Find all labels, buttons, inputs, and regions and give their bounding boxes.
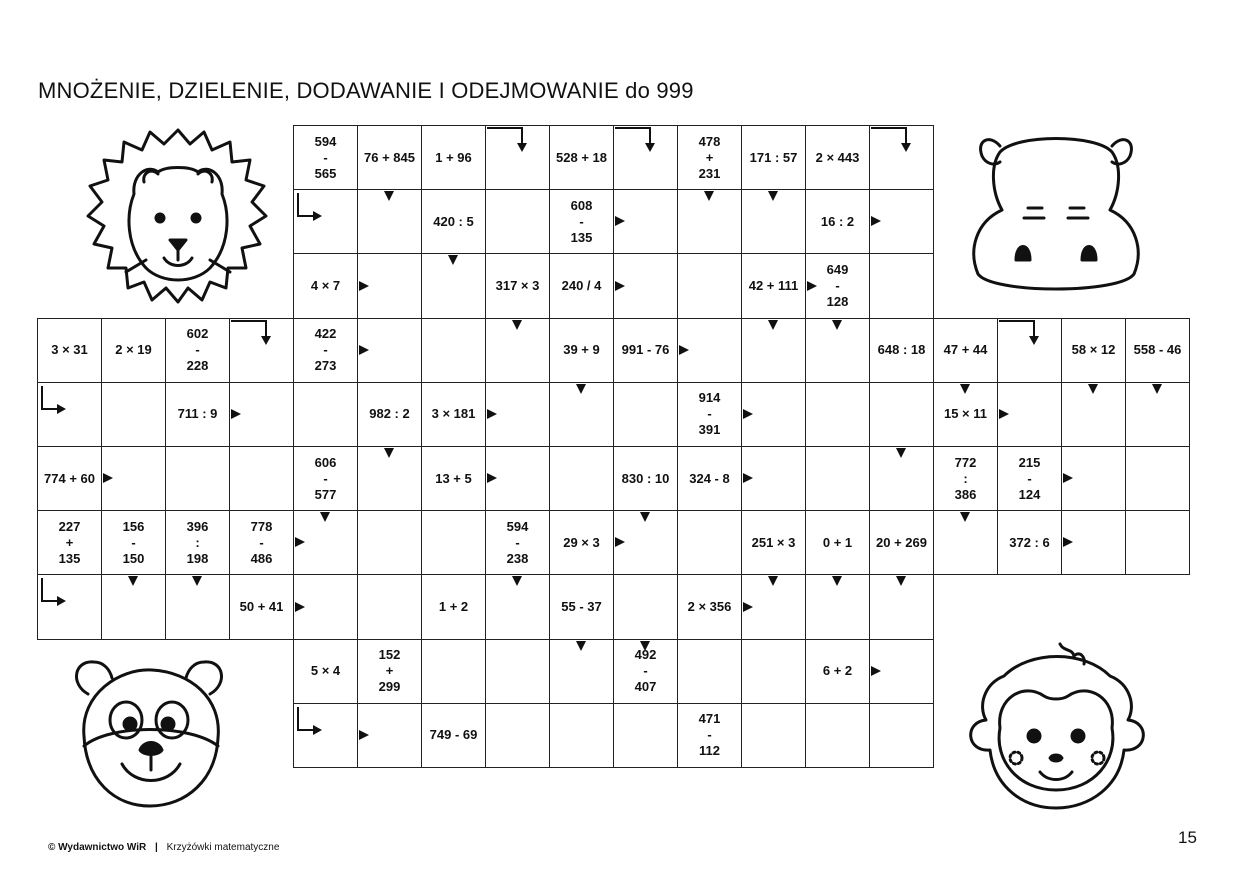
answer-cell[interactable] bbox=[229, 318, 294, 383]
clue-part: 778 bbox=[250, 518, 273, 534]
answer-cell[interactable] bbox=[357, 318, 422, 383]
answer-cell[interactable] bbox=[549, 703, 614, 768]
clue-part: 238 bbox=[506, 550, 529, 566]
clue-cell: 171 : 57 bbox=[741, 125, 806, 190]
clue-part: 156 bbox=[122, 518, 145, 534]
answer-cell[interactable] bbox=[357, 189, 422, 254]
clue-cell: 558 - 46 bbox=[1125, 318, 1190, 383]
clue-cell bbox=[165, 510, 230, 575]
clue-cell bbox=[293, 125, 358, 190]
clue-cell bbox=[293, 446, 358, 511]
clue-part: 152 bbox=[378, 647, 401, 663]
clue-part: - bbox=[707, 406, 712, 422]
clue-part: 396 bbox=[186, 518, 209, 534]
clue-cell: 317 × 3 bbox=[485, 253, 550, 318]
clue-part: : bbox=[963, 470, 968, 486]
answer-cell[interactable] bbox=[869, 189, 934, 254]
answer-cell[interactable] bbox=[1125, 446, 1190, 511]
page-title: MNOŻENIE, DZIELENIE, DODAWANIE I ODEJMOWANIE do 999 bbox=[38, 78, 694, 103]
clue-cell bbox=[549, 189, 614, 254]
answer-cell[interactable] bbox=[549, 382, 614, 447]
answer-cell[interactable] bbox=[613, 125, 678, 190]
clue-part: - bbox=[195, 342, 200, 358]
clue-part: 150 bbox=[122, 550, 145, 566]
clue-part: - bbox=[259, 534, 264, 550]
clue-part: - bbox=[515, 534, 520, 550]
clue-part: 492 bbox=[634, 647, 657, 663]
answer-cell[interactable] bbox=[357, 253, 422, 318]
clue-part: 112 bbox=[699, 743, 720, 759]
answer-cell[interactable] bbox=[37, 382, 102, 447]
answer-cell[interactable] bbox=[1061, 510, 1126, 575]
answer-cell[interactable] bbox=[869, 574, 934, 639]
clue-cell bbox=[485, 510, 550, 575]
clue-part: 198 bbox=[186, 550, 209, 566]
answer-cell[interactable] bbox=[613, 510, 678, 575]
clue-part: 772 bbox=[954, 454, 977, 470]
answer-cell[interactable] bbox=[997, 318, 1062, 383]
clue-cell: 982 : 2 bbox=[357, 382, 422, 447]
footer-separator: | bbox=[155, 842, 158, 853]
clue-cell: 20 + 269 bbox=[869, 510, 934, 575]
clue-cell: 1 + 2 bbox=[421, 574, 486, 639]
answer-cell[interactable] bbox=[869, 639, 934, 704]
lion-icon bbox=[86, 122, 270, 308]
answer-cell[interactable] bbox=[677, 189, 742, 254]
clue-part: - bbox=[131, 534, 136, 550]
answer-cell[interactable] bbox=[421, 510, 486, 575]
answer-cell[interactable] bbox=[1061, 382, 1126, 447]
clue-cell: 648 : 18 bbox=[869, 318, 934, 383]
clue-cell: 830 : 10 bbox=[613, 446, 678, 511]
answer-cell[interactable] bbox=[997, 382, 1062, 447]
answer-cell[interactable] bbox=[549, 446, 614, 511]
answer-cell[interactable] bbox=[1125, 510, 1190, 575]
clue-cell: 76 + 845 bbox=[357, 125, 422, 190]
answer-cell[interactable] bbox=[357, 703, 422, 768]
answer-cell[interactable] bbox=[677, 639, 742, 704]
clue-cell: 29 × 3 bbox=[549, 510, 614, 575]
answer-cell[interactable] bbox=[485, 382, 550, 447]
clue-part: 486 bbox=[250, 550, 273, 566]
answer-cell[interactable] bbox=[869, 703, 934, 768]
clue-cell: 58 × 12 bbox=[1061, 318, 1126, 383]
clue-part: : bbox=[195, 534, 200, 550]
clue-cell bbox=[933, 446, 998, 511]
clue-cell bbox=[37, 510, 102, 575]
clue-cell bbox=[229, 510, 294, 575]
answer-cell[interactable] bbox=[869, 253, 934, 318]
answer-cell[interactable] bbox=[485, 639, 550, 704]
clue-cell: 16 : 2 bbox=[805, 189, 870, 254]
answer-cell[interactable] bbox=[613, 703, 678, 768]
answer-cell[interactable] bbox=[741, 318, 806, 383]
clue-part: 273 bbox=[314, 358, 337, 374]
clue-part: + bbox=[705, 149, 714, 165]
clue-cell bbox=[805, 253, 870, 318]
clue-cell bbox=[997, 446, 1062, 511]
clue-part: 135 bbox=[570, 229, 593, 245]
footer-publisher: © Wydawnictwo WiR bbox=[48, 842, 147, 853]
clue-cell: 2 × 19 bbox=[101, 318, 166, 383]
clue-cell: 324 - 8 bbox=[677, 446, 742, 511]
clue-part: 299 bbox=[378, 679, 401, 695]
clue-cell: 47 + 44 bbox=[933, 318, 998, 383]
clue-part: 386 bbox=[954, 486, 977, 502]
clue-cell: 991 - 76 bbox=[613, 318, 678, 383]
answer-cell[interactable] bbox=[613, 574, 678, 639]
clue-part: 135 bbox=[58, 550, 81, 566]
answer-cell[interactable] bbox=[549, 639, 614, 704]
clue-part: - bbox=[323, 149, 328, 165]
clue-cell bbox=[293, 318, 358, 383]
clue-cell: 1 + 96 bbox=[421, 125, 486, 190]
answer-cell[interactable] bbox=[677, 253, 742, 318]
answer-cell[interactable] bbox=[293, 703, 358, 768]
clue-part: - bbox=[323, 470, 328, 486]
clue-cell: 711 : 9 bbox=[165, 382, 230, 447]
clue-part: 215 bbox=[1018, 454, 1041, 470]
answer-cell[interactable] bbox=[805, 574, 870, 639]
answer-cell[interactable] bbox=[805, 318, 870, 383]
answer-cell[interactable] bbox=[933, 510, 998, 575]
answer-cell[interactable] bbox=[357, 510, 422, 575]
answer-cell[interactable] bbox=[485, 574, 550, 639]
clue-cell: 50 + 41 bbox=[229, 574, 294, 639]
clue-part: 594 bbox=[314, 133, 337, 149]
answer-cell[interactable] bbox=[485, 125, 550, 190]
clue-cell bbox=[165, 318, 230, 383]
answer-cell[interactable] bbox=[741, 574, 806, 639]
clue-cell bbox=[677, 125, 742, 190]
answer-cell[interactable] bbox=[677, 318, 742, 383]
answer-cell[interactable] bbox=[293, 382, 358, 447]
answer-cell[interactable] bbox=[421, 253, 486, 318]
clue-cell: 15 × 11 bbox=[933, 382, 998, 447]
clue-cell: 2 × 443 bbox=[805, 125, 870, 190]
clue-cell: 240 / 4 bbox=[549, 253, 614, 318]
answer-cell[interactable] bbox=[1061, 446, 1126, 511]
answer-cell[interactable] bbox=[805, 382, 870, 447]
answer-cell[interactable] bbox=[357, 446, 422, 511]
answer-cell[interactable] bbox=[869, 125, 934, 190]
clue-part: 231 bbox=[698, 165, 721, 181]
clue-cell bbox=[101, 510, 166, 575]
answer-cell[interactable] bbox=[741, 189, 806, 254]
clue-part: 228 bbox=[186, 358, 209, 374]
answer-cell[interactable] bbox=[805, 446, 870, 511]
clue-cell: 0 + 1 bbox=[805, 510, 870, 575]
answer-cell[interactable] bbox=[613, 253, 678, 318]
clue-part: 565 bbox=[314, 165, 337, 181]
answer-cell[interactable] bbox=[101, 382, 166, 447]
hippo-icon bbox=[960, 126, 1152, 296]
answer-cell[interactable] bbox=[485, 318, 550, 383]
clue-cell bbox=[357, 639, 422, 704]
answer-cell[interactable] bbox=[229, 382, 294, 447]
answer-cell[interactable] bbox=[37, 574, 102, 639]
clue-part: - bbox=[835, 277, 840, 293]
answer-cell[interactable] bbox=[485, 446, 550, 511]
clue-cell: 749 - 69 bbox=[421, 703, 486, 768]
answer-cell[interactable] bbox=[421, 639, 486, 704]
clue-cell: 13 + 5 bbox=[421, 446, 486, 511]
clue-part: 602 bbox=[186, 326, 209, 342]
footer-series: Krzyżówki matematyczne bbox=[166, 842, 280, 853]
answer-cell[interactable] bbox=[293, 510, 358, 575]
clue-cell: 39 + 9 bbox=[549, 318, 614, 383]
clue-part: 124 bbox=[1018, 486, 1041, 502]
answer-cell[interactable] bbox=[421, 318, 486, 383]
clue-part: 594 bbox=[506, 518, 529, 534]
clue-part: 608 bbox=[570, 197, 593, 213]
clue-part: 606 bbox=[314, 454, 337, 470]
clue-part: + bbox=[385, 663, 394, 679]
clue-cell: 42 + 111 bbox=[741, 253, 806, 318]
clue-part: - bbox=[1027, 470, 1032, 486]
clue-part: 391 bbox=[698, 422, 721, 438]
bear-icon bbox=[60, 654, 238, 814]
answer-cell[interactable] bbox=[805, 703, 870, 768]
clue-part: 128 bbox=[826, 293, 849, 309]
clue-part: 422 bbox=[314, 326, 337, 342]
answer-cell[interactable] bbox=[165, 574, 230, 639]
clue-cell: 3 × 31 bbox=[37, 318, 102, 383]
monkey-icon bbox=[960, 640, 1152, 816]
clue-cell bbox=[677, 382, 742, 447]
answer-cell[interactable] bbox=[741, 639, 806, 704]
answer-cell[interactable] bbox=[613, 382, 678, 447]
answer-cell[interactable] bbox=[677, 510, 742, 575]
clue-cell: 2 × 356 bbox=[677, 574, 742, 639]
answer-cell[interactable] bbox=[229, 446, 294, 511]
clue-cell: 251 × 3 bbox=[741, 510, 806, 575]
answer-cell[interactable] bbox=[1125, 382, 1190, 447]
clue-part: 478 bbox=[698, 133, 721, 149]
clue-cell: 3 × 181 bbox=[421, 382, 486, 447]
clue-cell: 420 : 5 bbox=[421, 189, 486, 254]
answer-cell[interactable] bbox=[485, 189, 550, 254]
clue-part: 649 bbox=[826, 261, 849, 277]
answer-cell[interactable] bbox=[613, 189, 678, 254]
answer-cell[interactable] bbox=[293, 574, 358, 639]
answer-cell[interactable] bbox=[101, 446, 166, 511]
clue-cell: 528 + 18 bbox=[549, 125, 614, 190]
answer-cell[interactable] bbox=[869, 382, 934, 447]
answer-cell[interactable] bbox=[741, 446, 806, 511]
clue-cell: 6 + 2 bbox=[805, 639, 870, 704]
clue-cell: 372 : 6 bbox=[997, 510, 1062, 575]
clue-cell: 5 × 4 bbox=[293, 639, 358, 704]
answer-cell[interactable] bbox=[293, 189, 358, 254]
clue-part: 471 bbox=[698, 711, 721, 727]
answer-cell[interactable] bbox=[741, 703, 806, 768]
clue-cell: 55 - 37 bbox=[549, 574, 614, 639]
clue-part: 914 bbox=[698, 390, 721, 406]
page-number: 15 bbox=[1178, 828, 1197, 847]
clue-cell bbox=[613, 639, 678, 704]
answer-cell[interactable] bbox=[869, 446, 934, 511]
clue-part: + bbox=[65, 534, 74, 550]
clue-part: 577 bbox=[314, 486, 337, 502]
answer-cell[interactable] bbox=[357, 574, 422, 639]
clue-part: - bbox=[707, 727, 712, 743]
answer-cell[interactable] bbox=[101, 574, 166, 639]
clue-part: 407 bbox=[634, 679, 657, 695]
answer-cell[interactable] bbox=[485, 703, 550, 768]
clue-part: - bbox=[643, 663, 648, 679]
clue-part: 227 bbox=[58, 518, 81, 534]
clue-cell bbox=[677, 703, 742, 768]
clue-part: - bbox=[323, 342, 328, 358]
clue-part: - bbox=[579, 213, 584, 229]
footer bbox=[48, 842, 279, 853]
answer-cell[interactable] bbox=[165, 446, 230, 511]
answer-cell[interactable] bbox=[741, 382, 806, 447]
clue-cell: 774 + 60 bbox=[37, 446, 102, 511]
clue-cell: 4 × 7 bbox=[293, 253, 358, 318]
